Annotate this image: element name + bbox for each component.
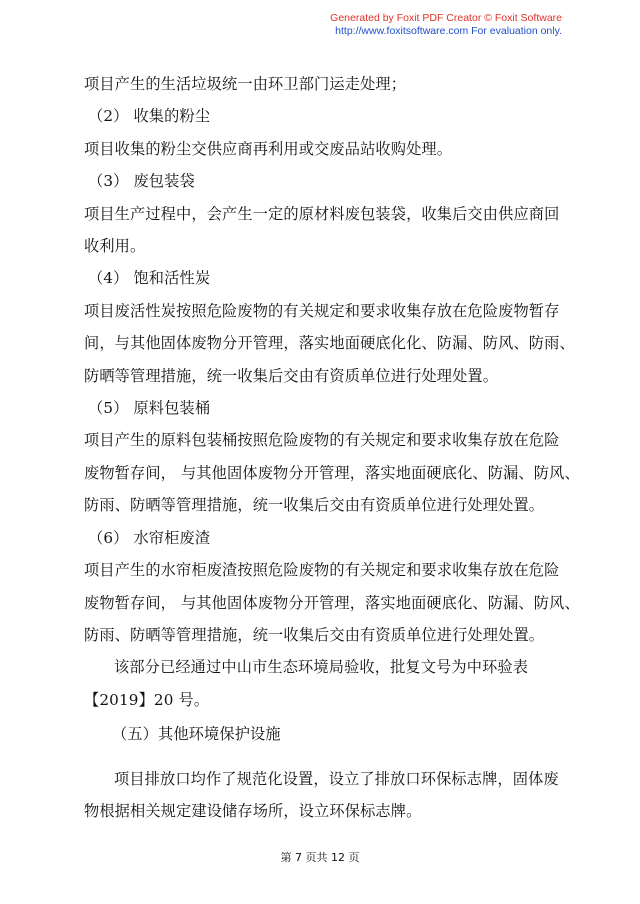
- item-heading: （2） 收集的粉尘: [88, 107, 211, 126]
- paragraph-line: 【2019】20 号。: [84, 690, 210, 709]
- paragraph-line: 项目产生的水帘柜废渣按照危险废物的有关规定和要求收集存放在危险: [84, 561, 560, 580]
- page-footer: 第 7 页共 12 页: [280, 851, 360, 864]
- paragraph-line: 间，与其他固体废物分开管理，落实地面硬底化化、防漏、防风、防雨、: [84, 334, 575, 353]
- section-heading: （五）其他环境保护设施: [112, 725, 281, 744]
- paragraph-line: 防晒等管理措施，统一收集后交由有资质单位进行处理处置。: [84, 366, 499, 385]
- item-heading: （6） 水帘柜废渣: [88, 528, 211, 547]
- paragraph-line: 项目产生的原料包装桶按照危险废物的有关规定和要求收集存放在危险: [84, 431, 560, 450]
- paragraph-line: 收利用。: [84, 237, 146, 256]
- watermark-line-1: Generated by Foxit PDF Creator © Foxit Software: [330, 12, 562, 24]
- foxit-watermark: [330, 12, 562, 38]
- paragraph-line: 物根据相关规定建设储存场所，设立环保标志牌。: [84, 801, 422, 820]
- paragraph-line: 防雨、防晒等管理措施，统一收集后交由有资质单位进行处理处置。: [84, 496, 545, 515]
- paragraph-line: 该部分已经通过中山市生态环境局验收，批复文号为中环验表: [114, 658, 529, 677]
- paragraph-line: 防雨、防晒等管理措施，统一收集后交由有资质单位进行处理处置。: [84, 625, 545, 644]
- paragraph-line: 项目产生的生活垃圾统一由环卫部门运走处理；: [84, 75, 407, 93]
- paragraph-line: 项目排放口均作了规范化设置，设立了排放口环保标志牌，固体废: [114, 769, 559, 788]
- paragraph-line: 项目废活性炭按照危险废物的有关规定和要求收集存放在危险废物暂存: [84, 301, 560, 320]
- item-heading: （3） 废包装袋: [88, 172, 195, 191]
- paragraph-line: 项目收集的粉尘交供应商再利用或交废品站收购处理。: [84, 139, 453, 158]
- paragraph-line: 废物暂存间， 与其他固体废物分开管理，落实地面硬底化、防漏、防风、: [84, 463, 580, 482]
- watermark-line-2: http://www.foxitsoftware.com For evaluation only.: [335, 25, 562, 37]
- document-body: [84, 68, 584, 827]
- paragraph-line: 项目生产过程中，会产生一定的原材料废包装袋，收集后交由供应商回: [84, 204, 560, 223]
- item-heading: （4） 饱和活性炭: [88, 269, 211, 288]
- item-heading: （5） 原料包装桶: [88, 399, 211, 418]
- paragraph-line: 废物暂存间， 与其他固体废物分开管理，落实地面硬底化、防漏、防风、: [84, 593, 580, 612]
